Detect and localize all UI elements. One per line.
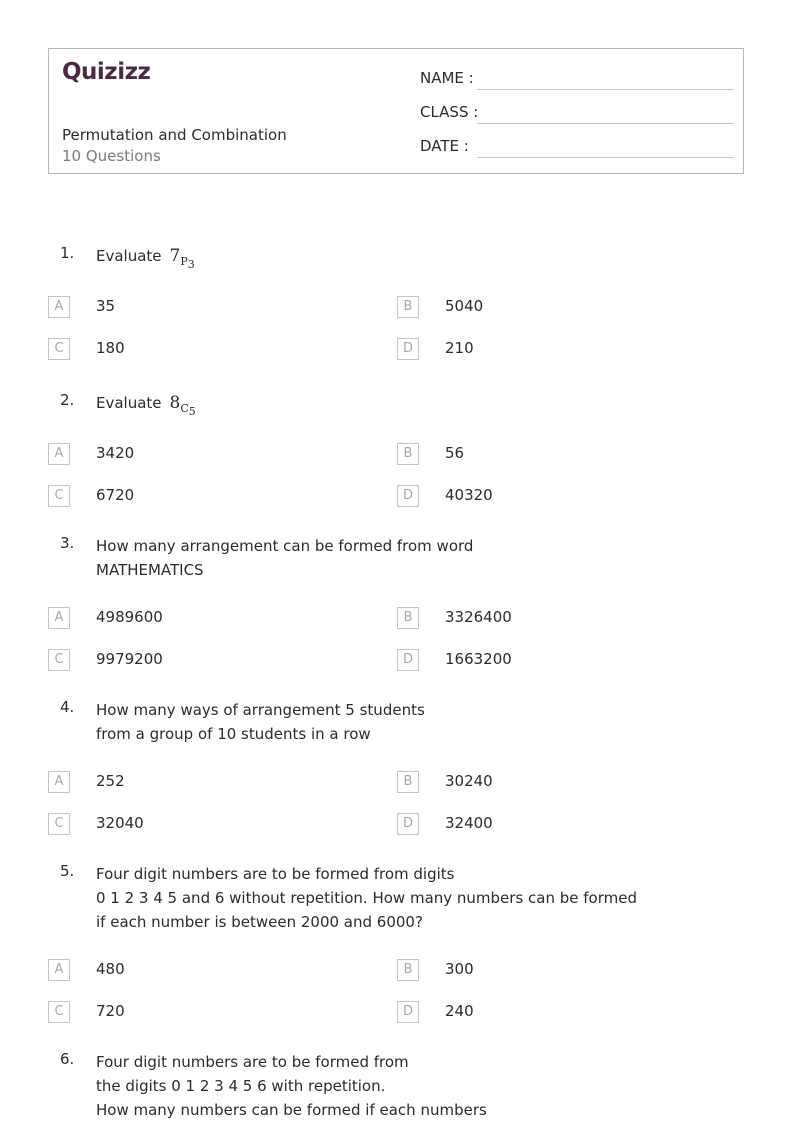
- permutation-notation: [169, 246, 195, 272]
- class-label: CLASS :: [420, 103, 479, 121]
- class-line: [477, 123, 734, 124]
- question-number: 3.: [60, 534, 75, 552]
- question-number: 1.: [60, 244, 75, 262]
- option-value: 3326400: [445, 608, 512, 626]
- option-letter-box: D: [397, 485, 419, 507]
- question-number: 2.: [60, 391, 75, 409]
- option-value: 4989600: [96, 608, 163, 626]
- question-number: 4.: [60, 698, 75, 716]
- question-line: the digits 0 1 2 3 4 5 6 with repetition.: [96, 1077, 386, 1095]
- option-value: 6720: [96, 486, 135, 504]
- math-symbol: P: [180, 255, 188, 269]
- question-number: 6.: [60, 1050, 75, 1068]
- question-line: 0 1 2 3 4 5 and 6 without repetition. How many numbers can be formed: [96, 889, 637, 907]
- option-letter-box: D: [397, 813, 419, 835]
- option-value: 720: [96, 1002, 125, 1020]
- question-line: How many arrangement can be formed from word: [96, 537, 474, 555]
- question-line: Evaluate: [96, 247, 162, 265]
- option-value: 30240: [445, 772, 493, 790]
- question-line: Four digit numbers are to be formed from: [96, 1053, 409, 1071]
- worksheet-title: Permutation and Combination: [62, 126, 287, 144]
- option-value: 35: [96, 297, 116, 315]
- name-label: NAME :: [420, 69, 474, 87]
- name-line: [477, 89, 734, 90]
- option-letter-box: B: [397, 607, 419, 629]
- option-letter-box: A: [48, 607, 70, 629]
- option-value: 1663200: [445, 650, 512, 668]
- question-text: [96, 244, 656, 278]
- class-field[interactable]: [420, 101, 734, 135]
- option-value: 252: [96, 772, 125, 790]
- option-value: 480: [96, 960, 125, 978]
- question-line: How many numbers can be formed if each numbers: [96, 1101, 487, 1119]
- date-line: [477, 157, 734, 158]
- option-value: 210: [445, 339, 474, 357]
- option-letter-box: C: [48, 813, 70, 835]
- option-value: 9979200: [96, 650, 163, 668]
- option-value: 32400: [445, 814, 493, 832]
- option-letter-box: A: [48, 443, 70, 465]
- option-letter-box: A: [48, 771, 70, 793]
- math-symbol: C: [180, 402, 189, 416]
- option-value: 180: [96, 339, 125, 357]
- option-letter-box: D: [397, 649, 419, 671]
- option-value: 240: [445, 1002, 474, 1020]
- option-letter-box: C: [48, 485, 70, 507]
- option-letter-box: C: [48, 338, 70, 360]
- question-text: [96, 534, 656, 582]
- question-line: from a group of 10 students in a row: [96, 725, 371, 743]
- question-text: [96, 391, 656, 425]
- option-value: 32040: [96, 814, 144, 832]
- student-fields: [420, 67, 734, 169]
- option-letter-box: B: [397, 959, 419, 981]
- question-number: 5.: [60, 862, 75, 880]
- option-letter-box: A: [48, 296, 70, 318]
- combination-notation: [169, 393, 196, 419]
- math-base: 7: [169, 246, 181, 266]
- worksheet-header: [48, 48, 744, 174]
- question-line: Four digit numbers are to be formed from digits: [96, 865, 455, 883]
- option-letter-box: C: [48, 1001, 70, 1023]
- option-value: 300: [445, 960, 474, 978]
- question-count: 10 Questions: [62, 147, 161, 165]
- option-value: 5040: [445, 297, 484, 315]
- date-field[interactable]: [420, 135, 734, 169]
- option-letter-box: B: [397, 771, 419, 793]
- question-line: Evaluate: [96, 394, 162, 412]
- option-letter-box: A: [48, 959, 70, 981]
- name-field[interactable]: [420, 67, 734, 101]
- math-index: 5: [188, 405, 196, 419]
- quizizz-logo: Quizizz: [62, 59, 151, 85]
- option-value: 40320: [445, 486, 493, 504]
- math-index: 3: [187, 258, 195, 272]
- question-line: How many ways of arrangement 5 students: [96, 701, 425, 719]
- option-value: 56: [445, 444, 465, 462]
- option-letter-box: C: [48, 649, 70, 671]
- question-line: if each number is between 2000 and 6000?: [96, 913, 423, 931]
- question-text: [96, 698, 656, 746]
- question-text: [96, 1050, 656, 1122]
- option-letter-box: D: [397, 338, 419, 360]
- option-value: 3420: [96, 444, 135, 462]
- option-letter-box: D: [397, 1001, 419, 1023]
- option-letter-box: B: [397, 296, 419, 318]
- question-line: MATHEMATICS: [96, 561, 204, 579]
- option-letter-box: B: [397, 443, 419, 465]
- math-base: 8: [169, 393, 181, 413]
- date-label: DATE :: [420, 137, 469, 155]
- question-text: [96, 862, 656, 934]
